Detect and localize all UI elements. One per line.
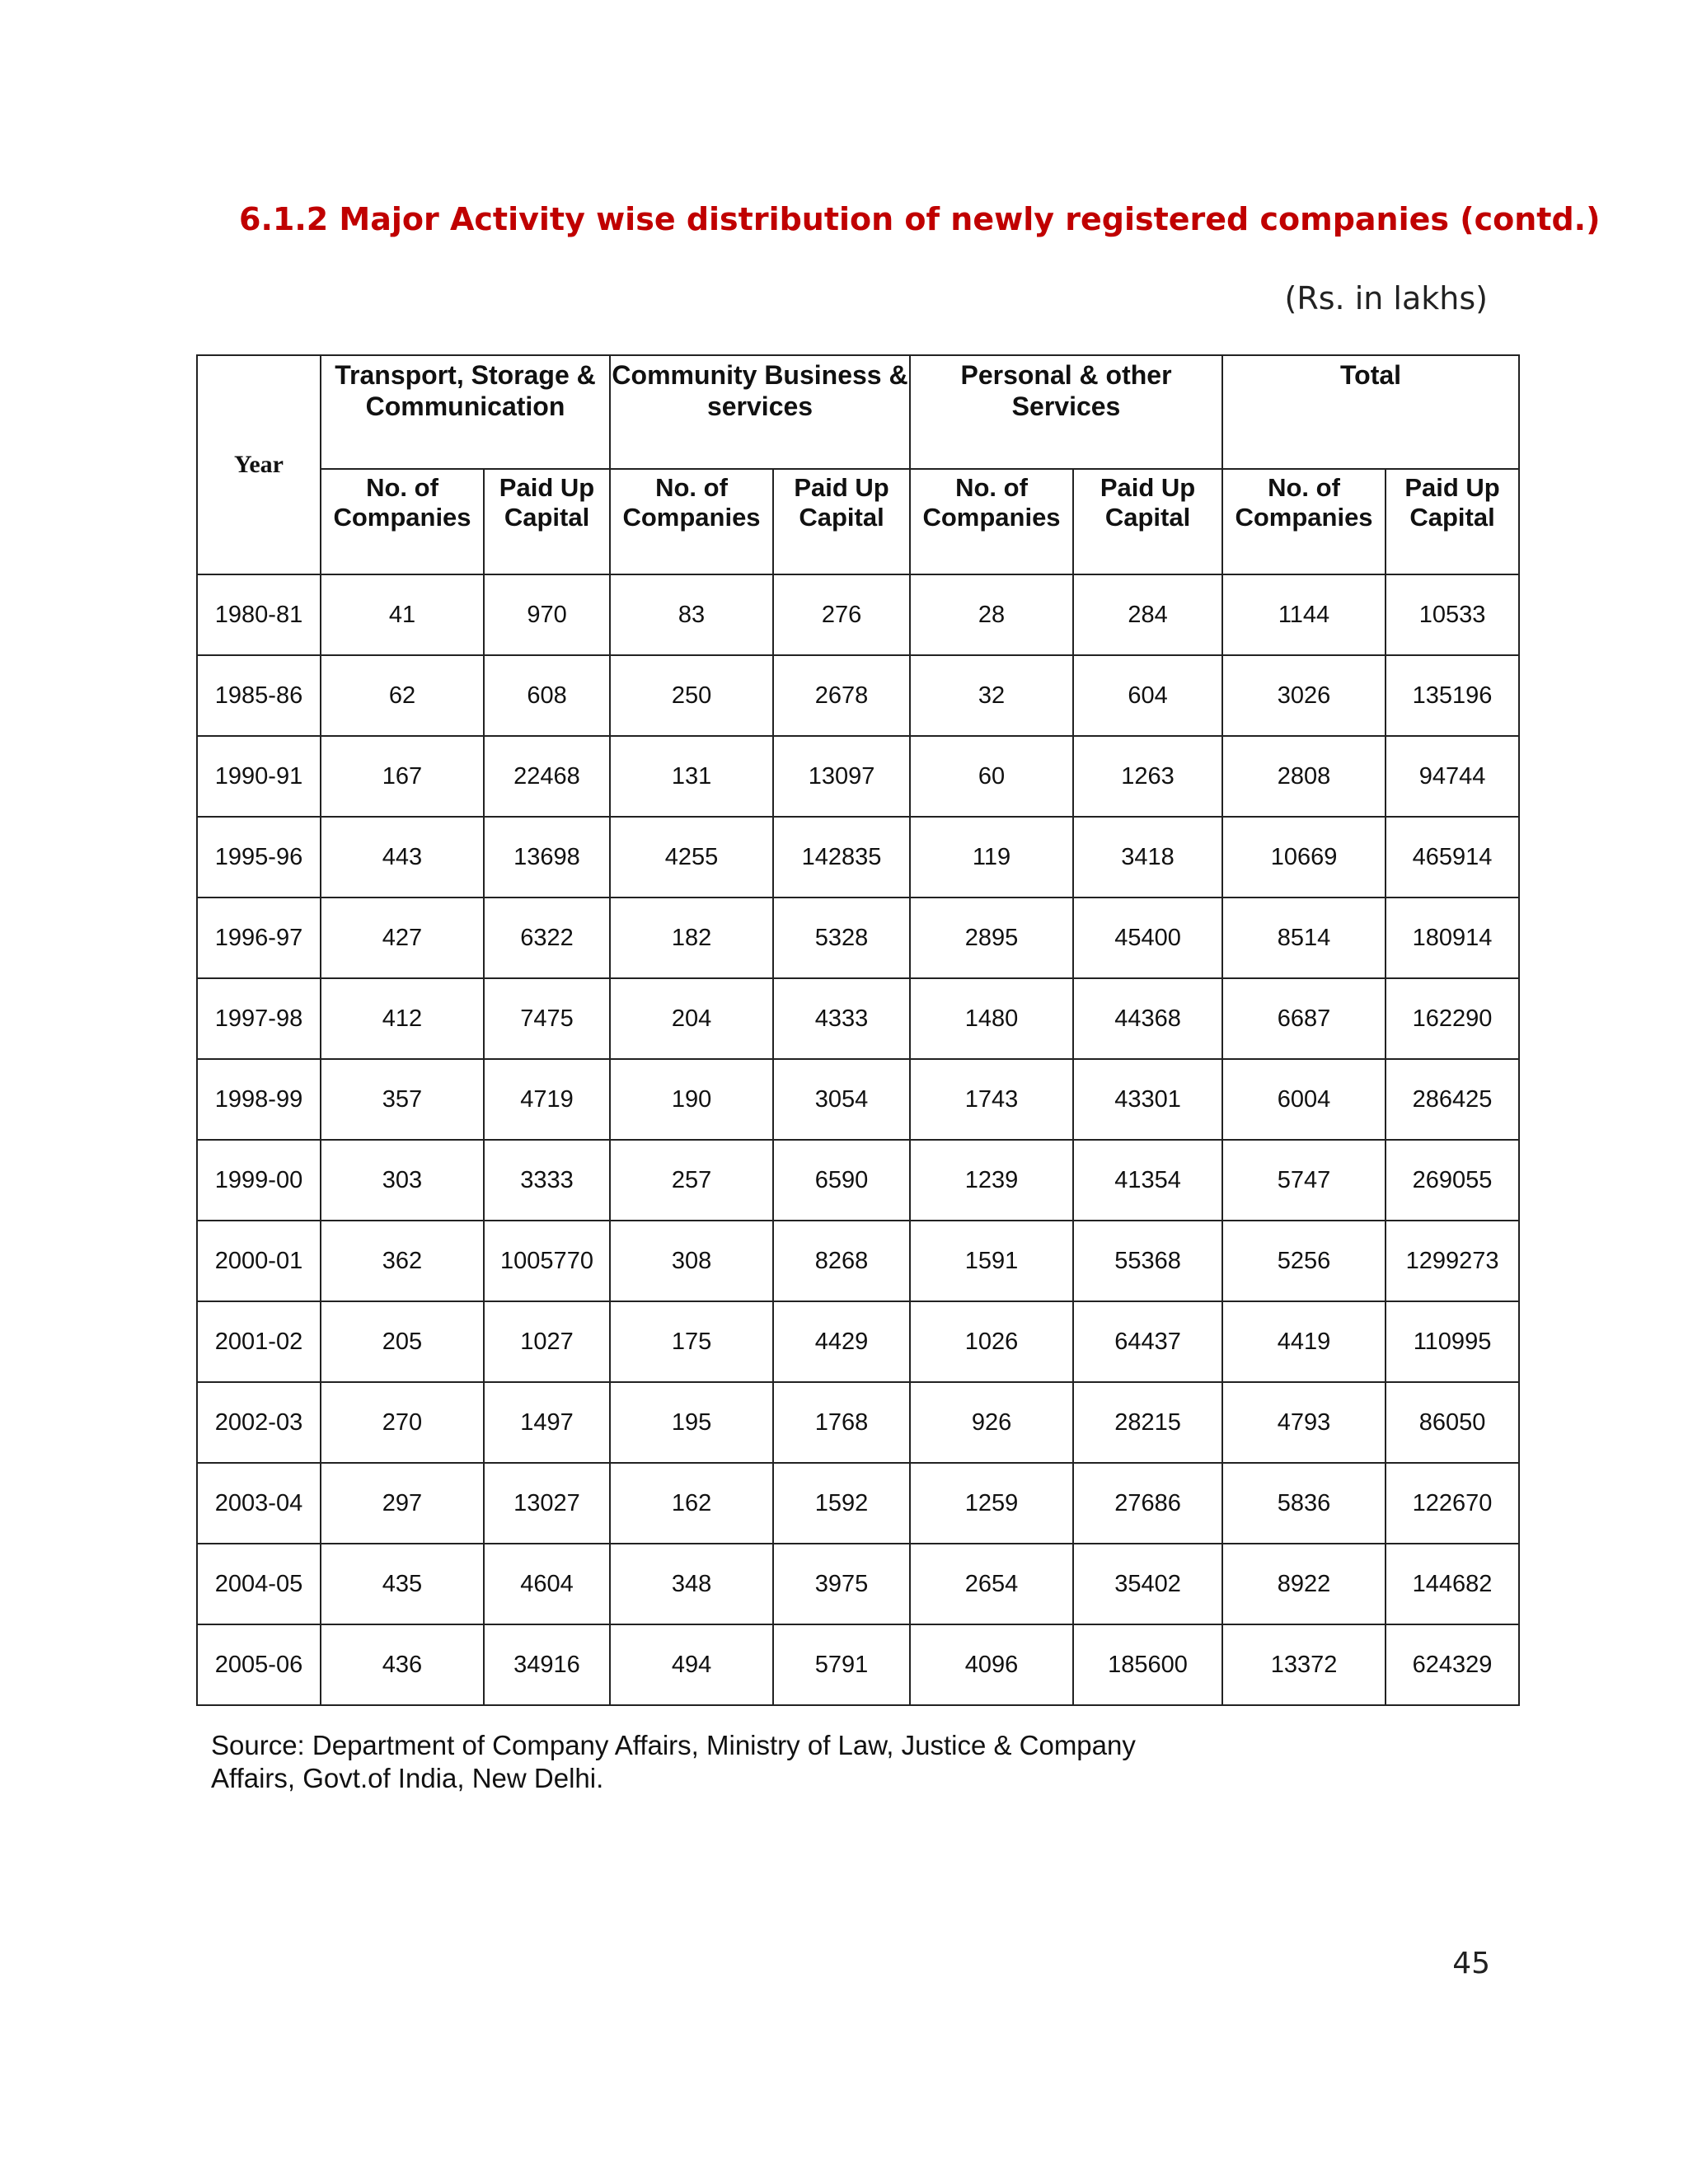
cell-total-companies: 3026 — [1222, 655, 1386, 736]
cell-total-companies: 6004 — [1222, 1059, 1386, 1140]
cell-total-capital: 86050 — [1386, 1382, 1519, 1463]
cell-transport-capital: 1005770 — [484, 1221, 610, 1301]
cell-community-capital: 1592 — [773, 1463, 910, 1544]
cell-community-companies: 190 — [610, 1059, 773, 1140]
group-header-personal: Personal & other Services — [910, 355, 1222, 469]
page-title: 6.1.2 Major Activity wise distribution of newly registered companies (contd.) — [239, 201, 1601, 237]
table-row — [197, 1140, 1519, 1221]
table-row — [197, 1059, 1519, 1140]
cell-total-capital: 465914 — [1386, 817, 1519, 898]
cell-personal-companies: 4096 — [910, 1624, 1073, 1705]
sub-header-companies: No. of Companies — [1222, 469, 1386, 574]
cell-personal-companies: 1026 — [910, 1301, 1073, 1382]
cell-personal-companies: 1743 — [910, 1059, 1073, 1140]
cell-transport-capital: 7475 — [484, 978, 610, 1059]
cell-total-companies: 8922 — [1222, 1544, 1386, 1624]
cell-year: 1997-98 — [197, 978, 321, 1059]
cell-total-companies: 5256 — [1222, 1221, 1386, 1301]
cell-transport-companies: 362 — [321, 1221, 484, 1301]
table-row — [197, 978, 1519, 1059]
cell-community-capital: 3975 — [773, 1544, 910, 1624]
cell-total-capital: 10533 — [1386, 574, 1519, 655]
cell-transport-capital: 22468 — [484, 736, 610, 817]
table-row — [197, 1463, 1519, 1544]
cell-community-capital: 6590 — [773, 1140, 910, 1221]
source-note: Source: Department of Company Affairs, Ministry of Law, Justice & Company Affairs, Govt.of India, New Delhi. — [211, 1730, 1136, 1793]
cell-transport-companies: 436 — [321, 1624, 484, 1705]
cell-year: 1996-97 — [197, 898, 321, 978]
cell-transport-capital: 13698 — [484, 817, 610, 898]
cell-total-capital: 180914 — [1386, 898, 1519, 978]
cell-personal-capital: 3418 — [1073, 817, 1222, 898]
cell-community-companies: 348 — [610, 1544, 773, 1624]
table-row — [197, 1301, 1519, 1382]
group-header-community: Community Business & services — [610, 355, 910, 469]
cell-transport-capital: 4719 — [484, 1059, 610, 1140]
cell-community-capital: 4333 — [773, 978, 910, 1059]
table-row — [197, 655, 1519, 736]
group-header-row — [197, 355, 1519, 469]
cell-community-capital: 13097 — [773, 736, 910, 817]
cell-personal-companies: 32 — [910, 655, 1073, 736]
cell-transport-companies: 167 — [321, 736, 484, 817]
cell-community-capital: 8268 — [773, 1221, 910, 1301]
cell-year: 1990-91 — [197, 736, 321, 817]
cell-total-companies: 5747 — [1222, 1140, 1386, 1221]
cell-transport-companies: 297 — [321, 1463, 484, 1544]
cell-personal-capital: 35402 — [1073, 1544, 1222, 1624]
cell-total-capital: 144682 — [1386, 1544, 1519, 1624]
cell-transport-companies: 270 — [321, 1382, 484, 1463]
cell-total-companies: 4419 — [1222, 1301, 1386, 1382]
cell-community-capital: 276 — [773, 574, 910, 655]
cell-community-companies: 257 — [610, 1140, 773, 1221]
cell-transport-companies: 41 — [321, 574, 484, 655]
table-row — [197, 736, 1519, 817]
cell-year: 1998-99 — [197, 1059, 321, 1140]
cell-community-capital: 1768 — [773, 1382, 910, 1463]
cell-total-companies: 13372 — [1222, 1624, 1386, 1705]
cell-transport-capital: 3333 — [484, 1140, 610, 1221]
cell-year: 1985-86 — [197, 655, 321, 736]
cell-transport-companies: 412 — [321, 978, 484, 1059]
cell-year: 1980-81 — [197, 574, 321, 655]
cell-community-capital: 2678 — [773, 655, 910, 736]
cell-transport-capital: 6322 — [484, 898, 610, 978]
units-note: (Rs. in lakhs) — [1284, 280, 1488, 316]
cell-community-companies: 494 — [610, 1624, 773, 1705]
cell-total-capital: 269055 — [1386, 1140, 1519, 1221]
cell-year: 2004-05 — [197, 1544, 321, 1624]
sub-header-capital: Paid Up Capital — [1386, 469, 1519, 574]
cell-total-capital: 110995 — [1386, 1301, 1519, 1382]
sub-header-companies: No. of Companies — [321, 469, 484, 574]
cell-community-companies: 182 — [610, 898, 773, 978]
cell-community-capital: 142835 — [773, 817, 910, 898]
cell-total-capital: 122670 — [1386, 1463, 1519, 1544]
sub-header-companies: No. of Companies — [610, 469, 773, 574]
data-table — [196, 354, 1520, 1706]
cell-personal-capital: 45400 — [1073, 898, 1222, 978]
cell-total-companies: 6687 — [1222, 978, 1386, 1059]
sub-header-companies: No. of Companies — [910, 469, 1073, 574]
cell-community-companies: 195 — [610, 1382, 773, 1463]
cell-year: 2005-06 — [197, 1624, 321, 1705]
group-header-total: Total — [1222, 355, 1519, 469]
cell-year: 1999-00 — [197, 1140, 321, 1221]
cell-transport-companies: 443 — [321, 817, 484, 898]
cell-personal-capital: 185600 — [1073, 1624, 1222, 1705]
cell-personal-capital: 44368 — [1073, 978, 1222, 1059]
cell-personal-companies: 926 — [910, 1382, 1073, 1463]
cell-year: 2001-02 — [197, 1301, 321, 1382]
sub-header-capital: Paid Up Capital — [1073, 469, 1222, 574]
cell-personal-capital: 284 — [1073, 574, 1222, 655]
cell-community-capital: 5791 — [773, 1624, 910, 1705]
cell-personal-capital: 28215 — [1073, 1382, 1222, 1463]
cell-transport-capital: 608 — [484, 655, 610, 736]
cell-personal-companies: 60 — [910, 736, 1073, 817]
cell-total-capital: 94744 — [1386, 736, 1519, 817]
cell-total-companies: 4793 — [1222, 1382, 1386, 1463]
cell-transport-capital: 34916 — [484, 1624, 610, 1705]
cell-personal-companies: 1259 — [910, 1463, 1073, 1544]
cell-personal-capital: 27686 — [1073, 1463, 1222, 1544]
cell-total-companies: 10669 — [1222, 817, 1386, 898]
page-number: 45 — [1452, 1947, 1490, 1980]
cell-personal-companies: 1591 — [910, 1221, 1073, 1301]
cell-community-companies: 4255 — [610, 817, 773, 898]
cell-total-companies: 2808 — [1222, 736, 1386, 817]
cell-personal-companies: 2654 — [910, 1544, 1073, 1624]
table-body — [197, 574, 1519, 1705]
cell-total-capital: 162290 — [1386, 978, 1519, 1059]
cell-year: 2002-03 — [197, 1382, 321, 1463]
cell-total-companies: 8514 — [1222, 898, 1386, 978]
cell-community-companies: 83 — [610, 574, 773, 655]
cell-community-companies: 308 — [610, 1221, 773, 1301]
cell-transport-capital: 1027 — [484, 1301, 610, 1382]
table-row — [197, 574, 1519, 655]
table-row — [197, 1382, 1519, 1463]
cell-personal-companies: 1239 — [910, 1140, 1073, 1221]
cell-community-companies: 204 — [610, 978, 773, 1059]
cell-community-companies: 162 — [610, 1463, 773, 1544]
cell-personal-capital: 604 — [1073, 655, 1222, 736]
cell-transport-companies: 427 — [321, 898, 484, 978]
table-row — [197, 1624, 1519, 1705]
cell-community-companies: 175 — [610, 1301, 773, 1382]
sub-header-capital: Paid Up Capital — [773, 469, 910, 574]
cell-year: 2000-01 — [197, 1221, 321, 1301]
cell-personal-capital: 41354 — [1073, 1140, 1222, 1221]
table-row — [197, 817, 1519, 898]
cell-total-capital: 624329 — [1386, 1624, 1519, 1705]
cell-year: 1995-96 — [197, 817, 321, 898]
year-header: Year — [197, 355, 321, 574]
cell-personal-companies: 119 — [910, 817, 1073, 898]
cell-total-capital: 1299273 — [1386, 1221, 1519, 1301]
cell-personal-capital: 64437 — [1073, 1301, 1222, 1382]
cell-total-companies: 5836 — [1222, 1463, 1386, 1544]
table-row — [197, 1544, 1519, 1624]
sub-header-capital: Paid Up Capital — [484, 469, 610, 574]
cell-personal-companies: 2895 — [910, 898, 1073, 978]
cell-personal-capital: 43301 — [1073, 1059, 1222, 1140]
sub-header-row — [197, 469, 1519, 574]
cell-personal-capital: 55368 — [1073, 1221, 1222, 1301]
cell-transport-capital: 970 — [484, 574, 610, 655]
cell-year: 2003-04 — [197, 1463, 321, 1544]
cell-total-capital: 286425 — [1386, 1059, 1519, 1140]
cell-total-companies: 1144 — [1222, 574, 1386, 655]
cell-community-capital: 4429 — [773, 1301, 910, 1382]
cell-personal-capital: 1263 — [1073, 736, 1222, 817]
cell-community-capital: 3054 — [773, 1059, 910, 1140]
cell-transport-companies: 303 — [321, 1140, 484, 1221]
cell-transport-companies: 357 — [321, 1059, 484, 1140]
cell-transport-companies: 62 — [321, 655, 484, 736]
table-row — [197, 1221, 1519, 1301]
cell-personal-companies: 1480 — [910, 978, 1073, 1059]
cell-transport-capital: 1497 — [484, 1382, 610, 1463]
cell-transport-companies: 205 — [321, 1301, 484, 1382]
cell-personal-companies: 28 — [910, 574, 1073, 655]
cell-transport-capital: 4604 — [484, 1544, 610, 1624]
table-row — [197, 898, 1519, 978]
cell-community-companies: 131 — [610, 736, 773, 817]
group-header-transport: Transport, Storage & Communication — [321, 355, 610, 469]
cell-transport-companies: 435 — [321, 1544, 484, 1624]
cell-community-companies: 250 — [610, 655, 773, 736]
cell-total-capital: 135196 — [1386, 655, 1519, 736]
cell-transport-capital: 13027 — [484, 1463, 610, 1544]
cell-community-capital: 5328 — [773, 898, 910, 978]
